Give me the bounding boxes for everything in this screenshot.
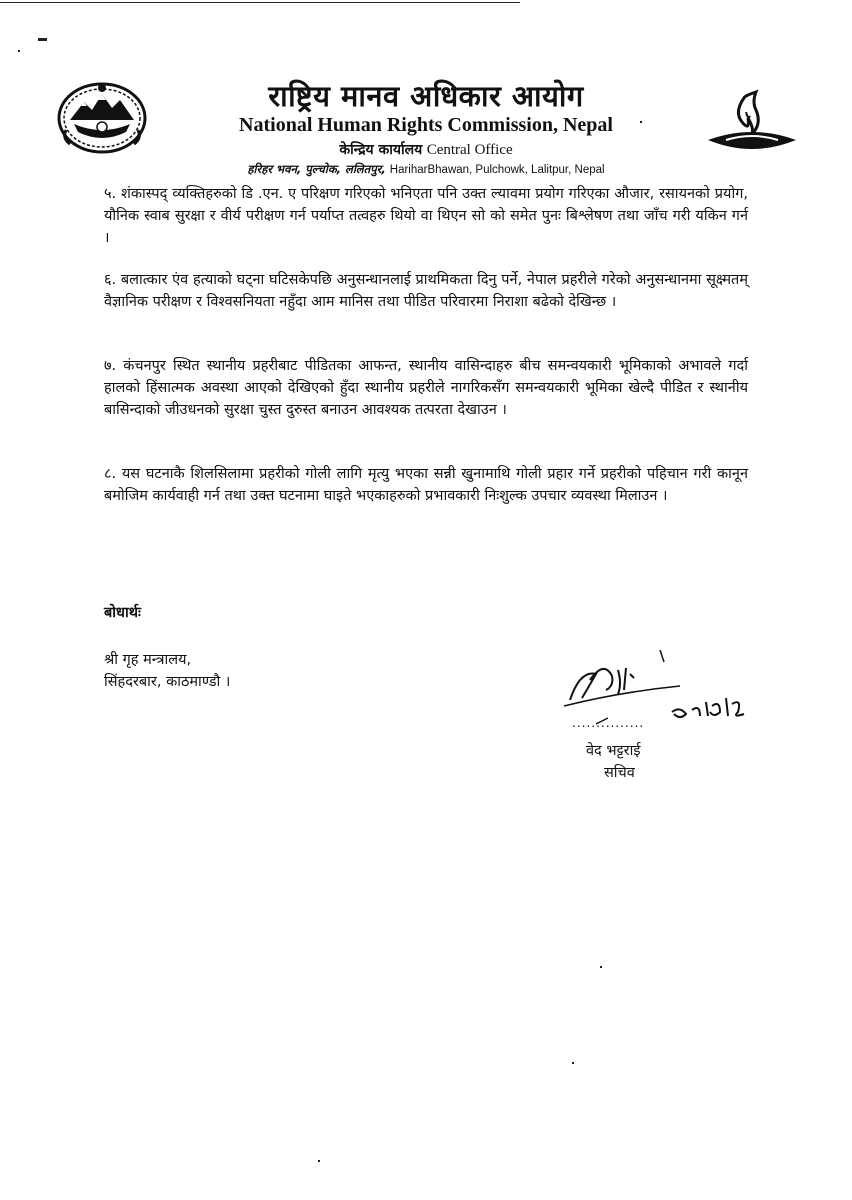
- paragraph-6: ६. बलात्कार एंव हत्याको घट्ना घटिसकेपछि अनुसन्धानलाई प्राथमिकता दिनु पर्ने, नेपाल प्रहरीले गरेको अनुसन्धानमा सूक्ष्मतम् वैज्ञानिक परीक्षण र विश्वसनियता नहुँदा आम मानिस तथा पीडित परिवारमा निराशा बढेको देखिन्छ ।: [104, 272, 748, 310]
- scan-speck: [318, 1160, 320, 1162]
- paragraph-8: ८. यस घटनाकै शिलसिलामा प्रहरीको गोली लागि मृत्यु भएका सन्नी खुनामाथि गोली प्रहार गर्ने प्रहरीको पहिचान गरी कानून बमोजिम कार्यवाही गर्न तथा उक्त घटनामा घाइते भएकाहरुको प्रभावकारी निःशुल्क उपचार व्यवस्था मिलाउन ।: [104, 466, 748, 504]
- scan-speck: [572, 1062, 574, 1064]
- organization-title-english: National Human Rights Commission, Nepal: [239, 114, 613, 136]
- organization-title-nepali: राष्ट्रिय मानव अधिकार आयोग: [268, 79, 584, 113]
- address-english: HariharBhawan, Pulchowk, Lalitpur, Nepal: [389, 164, 605, 176]
- cc-heading: बोधार्थः: [104, 605, 141, 621]
- top-scan-line: [0, 2, 520, 3]
- cc-recipient-line: श्री गृह मन्त्रालय,: [104, 652, 192, 668]
- signature-dotted-line: ...............: [572, 716, 645, 730]
- office-nepali: केन्द्रिय कार्यालय: [339, 142, 423, 158]
- address-line: [0, 162, 852, 177]
- scan-speck: [18, 50, 20, 52]
- paragraph-7: ७. कंचनपुर स्थित स्थानीय प्रहरीबाट पीडितका आफन्त, स्थानीय वासिन्दाहरु बीच समन्वयकारी भूमिकाको अभावले गर्दा हालको हिंसात्मक अवस्था आएको देखिएको हुँदा स्थानीय प्रहरीले नागरिकसँग समन्वयकारी भूमिका खेल्दै पीडित र स्थानीय बासिन्दाको जीउधनको सुरक्षा चुस्त दुरुस्त बनाउन आवश्यक तत्परता देखाउन ।: [104, 358, 748, 418]
- scan-speck: [38, 38, 47, 41]
- cc-recipient-address: सिंहदरबार, काठमाण्डौ ।: [104, 674, 231, 690]
- signer-title: सचिव: [604, 765, 635, 781]
- signer-name: वेद भट्टराई: [586, 743, 641, 759]
- paragraph-5: ५. शंकास्पद् व्यक्तिहरुको डि .एन. ए परिक्षण गरिएको भनिएता पनि उक्त ल्यावमा प्रयोग गरिएका औजार, रसायनको प्रयोग, यौनिक स्वाब सुरक्षा र वीर्य परीक्षण गर्न पर्याप्त तत्वहरु थियो वा थिएन सो को समेत पुनः बिश्लेषण तथा जाँच गरी यकिन गर्न ।: [104, 186, 748, 246]
- address-nepali: हरिहर भवन, पुल्चोक, ललितपुर,: [247, 162, 386, 176]
- scan-speck: [600, 966, 602, 968]
- office-english: Central Office: [426, 142, 513, 158]
- office-line: [0, 140, 852, 159]
